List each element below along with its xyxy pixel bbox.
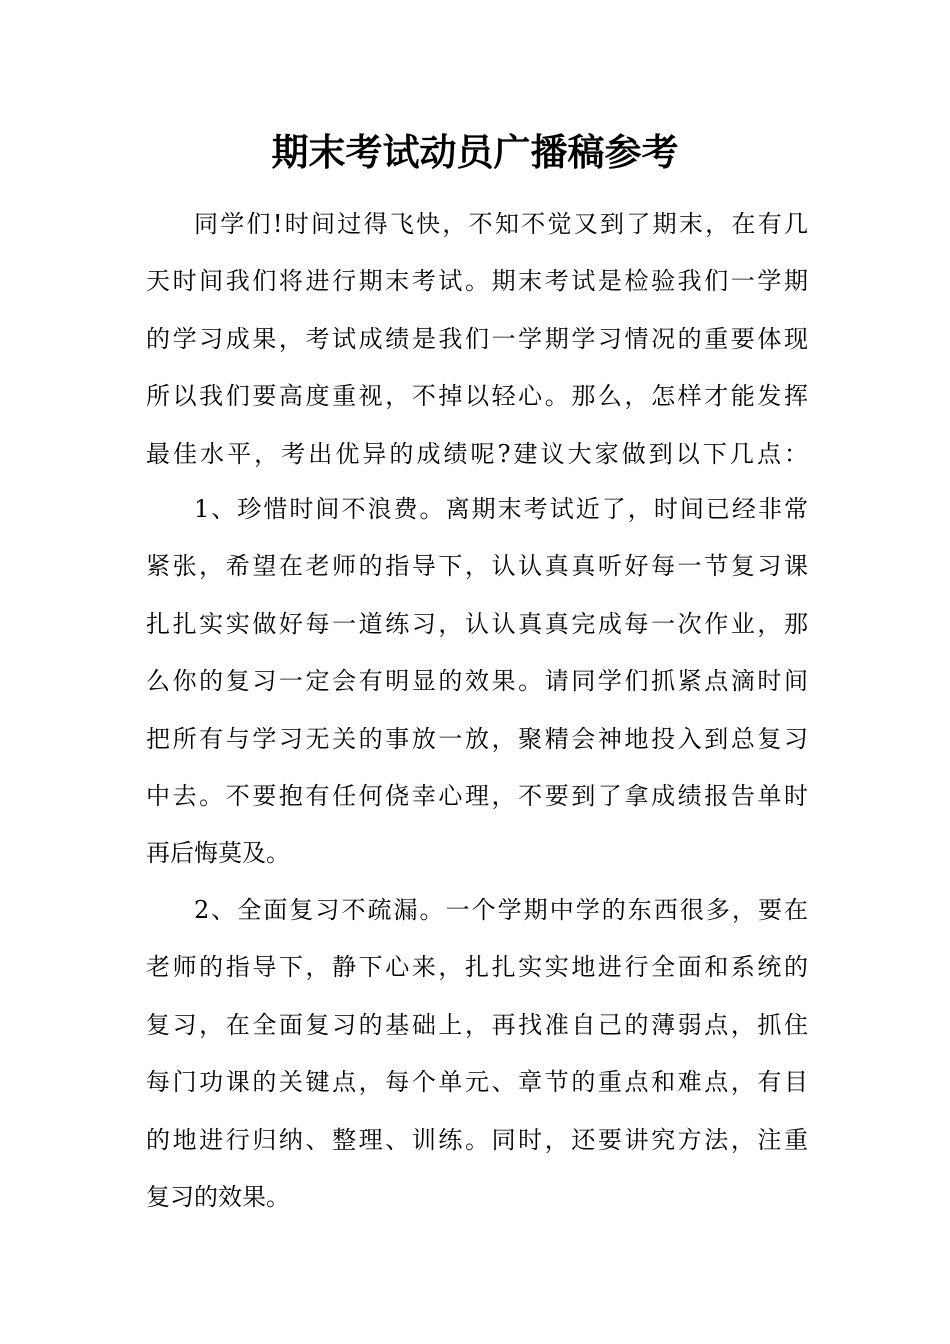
paragraph-line: 的学习成果，考试成绩是我们一学期学习情况的重要体现 [146,324,808,353]
paragraph-line: 的地进行归纳、整理、训练。同时，还要讲究方法，注重 [146,1125,808,1154]
paragraph-line: 把所有与学习无关的事放一放，聚精会神地投入到总复习 [146,724,808,753]
paragraph-line: 老师的指导下，静下心来，扎扎实实地进行全面和系统的 [146,953,808,982]
paragraph-line: 所以我们要高度重视，不掉以轻心。那么，怎样才能发挥 [146,382,808,411]
paragraph-line: 扎扎实实做好每一道练习，认认真真完成每一次作业，那 [146,609,808,638]
paragraph-line: 天时间我们将进行期末考试。期末考试是检验我们一学期 [146,267,808,296]
paragraph-line: 再后悔莫及。 [146,839,290,868]
paragraph-line: 最佳水平，考出优异的成绩呢?建议大家做到以下几点： [146,439,808,468]
paragraph-line: 紧张，希望在老师的指导下，认认真真听好每一节复习课 [146,552,808,581]
paragraph-line: 中去。不要抱有任何侥幸心理，不要到了拿成绩报告单时 [146,782,808,811]
paragraph-line: 复习，在全面复习的基础上，再找准自己的薄弱点，抓住 [146,1010,808,1039]
paragraph-line: 么你的复习一定会有明显的效果。请同学们抓紧点滴时间 [146,667,808,696]
paragraph-intro [146,196,808,483]
paragraph-point-1 [146,481,808,883]
paragraph-line: 复习的效果。 [146,1183,290,1212]
paragraph-point-2 [146,882,808,1226]
paragraph-line: 每门功课的关键点，每个单元、章节的重点和难点，有目 [146,1068,808,1097]
paragraph-line: 1、珍惜时间不浪费。离期末考试近了，时间已经非常 [194,495,808,523]
paragraph-line: 同学们!时间过得飞快，不知不觉又到了期末，在有几 [194,210,808,238]
document-title: 期末考试动员广播稿参考 [271,130,679,174]
paragraph-line: 2、全面复习不疏漏。一个学期中学的东西很多，要在 [194,896,808,924]
